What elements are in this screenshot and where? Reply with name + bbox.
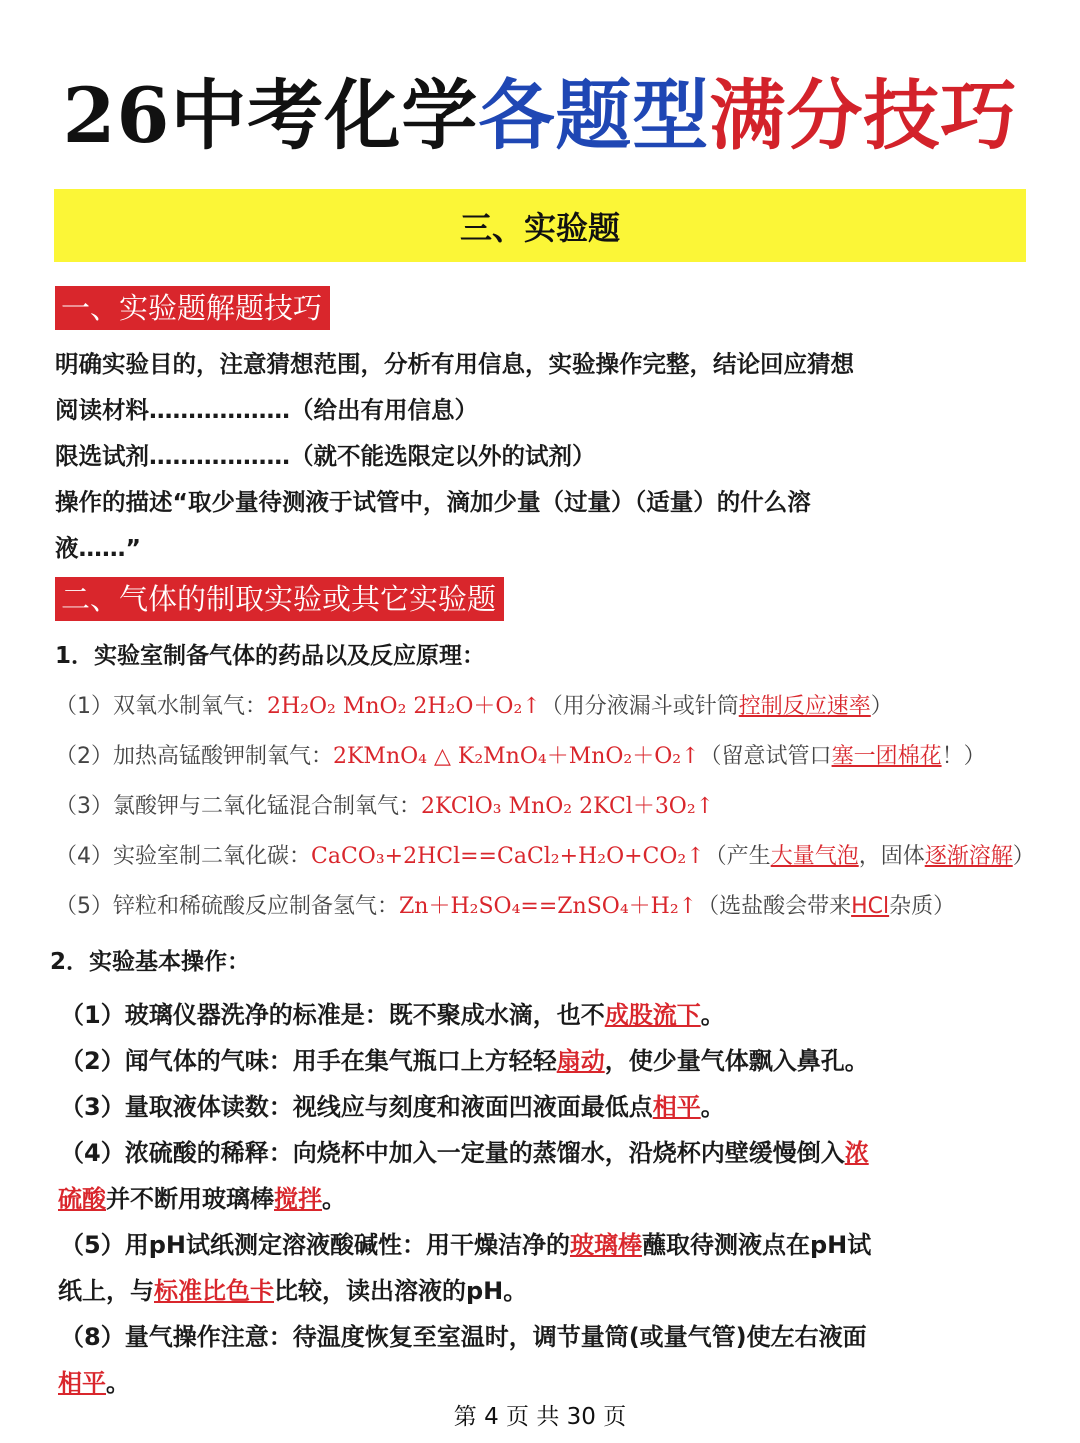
reaction-note: （留意试管口 bbox=[699, 744, 832, 769]
operation-highlight: 浓 bbox=[844, 1139, 869, 1167]
reaction-note: 杂质） bbox=[889, 894, 956, 919]
page-number: 第 4 页 共 30 页 bbox=[453, 1404, 627, 1430]
reaction-note-highlight: 大量气泡 bbox=[770, 844, 859, 869]
operation-line bbox=[58, 1179, 346, 1214]
operation-line bbox=[58, 1271, 527, 1306]
operation-line bbox=[58, 1363, 130, 1398]
subsection-title: 1．实验室制备气体的药品以及反应原理： bbox=[55, 643, 486, 669]
reaction-label: （2）加热高锰酸钾制氧气： bbox=[55, 744, 333, 769]
operation-text: 。 bbox=[322, 1185, 346, 1213]
reaction-label: （4）实验室制二氧化碳： bbox=[55, 844, 311, 869]
title-part-2: 各题型 bbox=[478, 71, 710, 160]
operation-highlight: 扇动 bbox=[556, 1047, 605, 1075]
operation-text: 并不断用玻璃棒 bbox=[106, 1185, 274, 1213]
operation-text: （2）闻气体的气味：用手在集气瓶口上方轻轻 bbox=[60, 1047, 557, 1075]
section1-heading: 一、实验题解题技巧 bbox=[55, 286, 330, 330]
operation-text: ，使少量气体飘入鼻孔。 bbox=[604, 1047, 869, 1075]
operation-text: （3）量取液体读数：视线应与刻度和液面凹液面最低点 bbox=[60, 1093, 653, 1121]
section1-line: 液……” bbox=[55, 534, 141, 562]
reaction-note: ） bbox=[870, 694, 893, 719]
reaction-equation: 2KMnO₄ △ K₂MnO₄＋MnO₂＋O₂↑ bbox=[333, 744, 700, 769]
reaction-equation: 2KClO₃ MnO₂ 2KCl＋3O₂↑ bbox=[421, 794, 715, 819]
operation-highlight: 硫酸 bbox=[58, 1185, 106, 1213]
operation-text: 比较，读出溶液的pH。 bbox=[274, 1277, 528, 1305]
operation-highlight: 标准比色卡 bbox=[154, 1277, 274, 1305]
reaction-note: ） bbox=[1012, 844, 1035, 869]
reaction-note: （选盐酸会带来 bbox=[697, 894, 852, 919]
section1-line: 操作的描述“取少量待测液于试管中，滴加少量（过量）（适量）的什么溶 bbox=[55, 488, 811, 516]
reaction-note: ，固体 bbox=[858, 844, 925, 869]
operation-text: 纸上，与 bbox=[58, 1277, 154, 1305]
reaction-label: （1）双氧水制氧气： bbox=[55, 694, 267, 719]
section1-line: 限选试剂………………（就不能选限定以外的试剂） bbox=[55, 442, 596, 470]
reaction-equation: CaCO₃+2HCl==CaCl₂+H₂O+CO₂↑ bbox=[311, 844, 705, 869]
title-part-3: 满分技巧 bbox=[709, 71, 1018, 160]
reaction-note: （产生 bbox=[704, 844, 771, 869]
reaction-label: （5）锌粒和稀硫酸反应制备氢气： bbox=[55, 894, 399, 919]
reaction-equation: 2H₂O₂ MnO₂ 2H₂O＋O₂↑ bbox=[267, 694, 541, 719]
reaction-note: （用分液漏斗或针筒 bbox=[540, 694, 739, 719]
reaction-line bbox=[55, 739, 986, 770]
operation-text: （4）浓硫酸的稀释：向烧杯中加入一定量的蒸馏水，沿烧杯内壁缓慢倒入 bbox=[60, 1139, 845, 1167]
operation-text: （1）玻璃仪器洗净的标准是：既不聚成水滴，也不 bbox=[60, 1001, 605, 1029]
page-title bbox=[0, 66, 1080, 166]
banner-text: 三、实验题 bbox=[459, 208, 620, 247]
operation-text: （5）用pH试纸测定溶液酸碱性：用干燥洁净的 bbox=[60, 1231, 570, 1259]
operation-line bbox=[60, 1317, 867, 1352]
reaction-note-highlight: 塞一团棉花 bbox=[831, 744, 942, 769]
reaction-line bbox=[55, 839, 1035, 870]
reaction-line bbox=[55, 889, 955, 920]
operation-highlight: 相平 bbox=[652, 1093, 701, 1121]
section1-line: 明确实验目的，注意猜想范围，分析有用信息，实验操作完整，结论回应猜想 bbox=[55, 350, 854, 378]
reaction-note-highlight: HCl bbox=[851, 894, 890, 919]
section2-heading: 二、气体的制取实验或其它实验题 bbox=[55, 577, 504, 621]
section-banner bbox=[54, 189, 1026, 262]
operation-line bbox=[60, 1225, 871, 1260]
operation-line bbox=[60, 1087, 725, 1122]
section1-line: 阅读材料………………（给出有用信息） bbox=[55, 396, 478, 424]
operation-highlight: 玻璃棒 bbox=[569, 1231, 642, 1259]
operation-line bbox=[60, 995, 725, 1030]
operation-text: 。 bbox=[106, 1369, 130, 1397]
reaction-equation: Zn＋H₂SO₄==ZnSO₄＋H₂↑ bbox=[399, 894, 698, 919]
operation-highlight: 搅拌 bbox=[274, 1185, 322, 1213]
operation-text: （8）量气操作注意：待温度恢复至室温时，调节量筒(或量气管)使左右液面 bbox=[60, 1323, 867, 1351]
reaction-note-highlight: 逐渐溶解 bbox=[924, 844, 1013, 869]
subsection-title: 2．实验基本操作： bbox=[50, 949, 251, 975]
title-part-1: 26中考化学 bbox=[62, 71, 479, 160]
reaction-line bbox=[55, 789, 714, 820]
reaction-note-highlight: 控制反应速率 bbox=[738, 694, 871, 719]
operation-text: 。 bbox=[700, 1001, 725, 1029]
operation-highlight: 相平 bbox=[58, 1369, 106, 1397]
operation-text: 。 bbox=[700, 1093, 725, 1121]
reaction-line bbox=[55, 689, 893, 720]
operation-text: 蘸取待测液点在pH试 bbox=[641, 1231, 872, 1259]
operation-line bbox=[60, 1133, 869, 1168]
operation-line bbox=[60, 1041, 869, 1076]
operation-highlight: 成股流下 bbox=[604, 1001, 701, 1029]
reaction-note: ！） bbox=[941, 744, 986, 769]
reaction-label: （3）氯酸钾与二氧化锰混合制氧气： bbox=[55, 794, 421, 819]
